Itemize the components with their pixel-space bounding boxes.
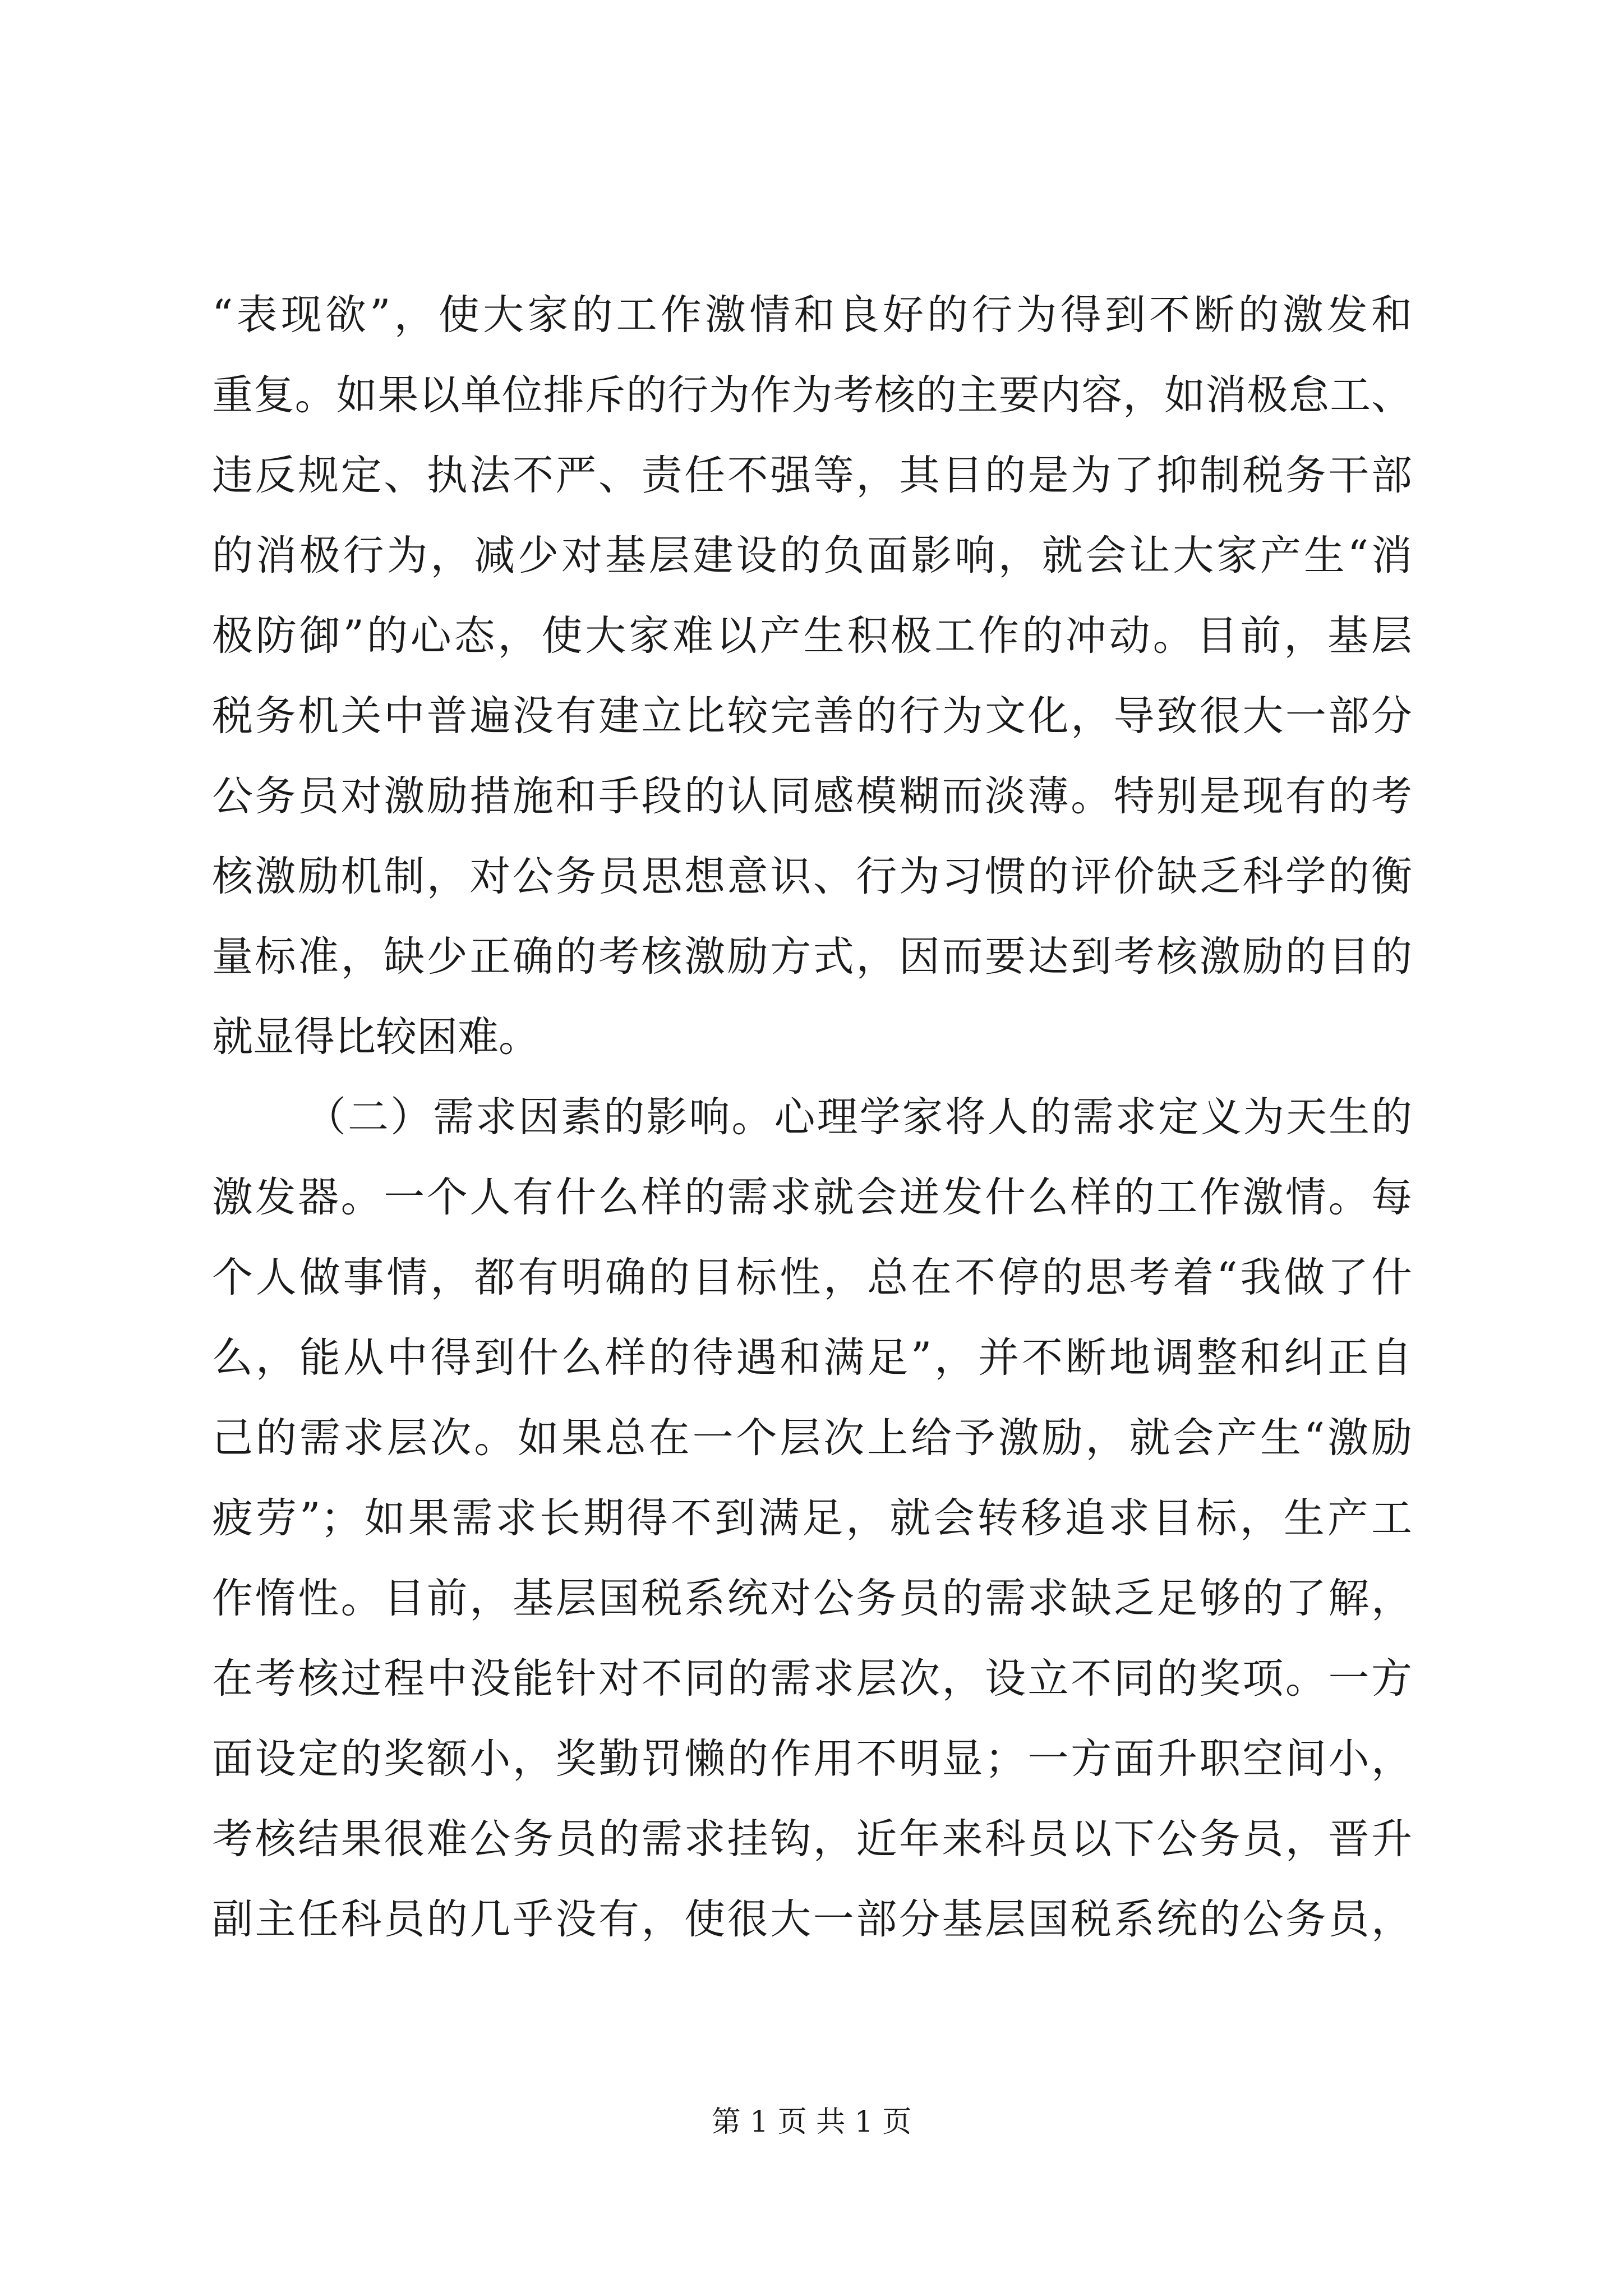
text-line: 激发器。一个人有什么样的需求就会迸发什么样的工作激情。每 [212, 1174, 1412, 1221]
page-number-label: 第 1 页 共 1 页 [711, 2105, 912, 2139]
text-line: 重复。如果以单位排斥的行为作为考核的主要内容，如消极怠工、 [212, 371, 1412, 419]
text-line: 在考核过程中没能针对不同的需求层次，设立不同的奖项。一方 [212, 1655, 1412, 1703]
text-line: 违反规定、执法不严、责任不强等，其目的是为了抑制税务干部 [212, 452, 1412, 499]
text-line: 作惰性。目前，基层国税系统对公务员的需求缺乏足够的了解， [212, 1575, 1412, 1622]
section-heading-line: （二）需求因素的影响。心理学家将人的需求定义为天生的 [305, 1093, 1412, 1141]
text-line: 副主任科员的几乎没有，使很大一部分基层国税系统的公务员， [212, 1895, 1412, 1943]
text-line: 核激励机制，对公务员思想意识、行为习惯的评价缺乏科学的衡 [212, 853, 1412, 900]
text-line: “表现欲”，使大家的工作激情和良好的行为得到不断的激发和 [212, 291, 1412, 339]
text-line: 极防御”的心态，使大家难以产生积极工作的冲动。目前，基层 [212, 612, 1412, 660]
text-line: 就显得比较困难。 [212, 1013, 540, 1061]
page-footer [0, 2102, 1623, 2142]
text-line: 税务机关中普遍没有建立比较完善的行为文化，导致很大一部分 [212, 692, 1412, 740]
text-line: 己的需求层次。如果总在一个层次上给予激励，就会产生“激励 [212, 1414, 1412, 1462]
text-line: 考核结果很难公务员的需求挂钩，近年来科员以下公务员，晋升 [212, 1815, 1412, 1863]
text-line: 的消极行为，减少对基层建设的负面影响，就会让大家产生“消 [212, 532, 1412, 579]
text-line: 疲劳”；如果需求长期得不到满足，就会转移追求目标，生产工 [212, 1494, 1412, 1542]
text-line: 量标准，缺少正确的考核激励方式，因而要达到考核激励的目的 [212, 933, 1412, 981]
body-text [212, 275, 1412, 1959]
text-line: 面设定的奖额小，奖勤罚懒的作用不明显；一方面升职空间小， [212, 1735, 1412, 1783]
text-line: 公务员对激励措施和手段的认同感模糊而淡薄。特别是现有的考 [212, 772, 1412, 820]
text-line: 个人做事情，都有明确的目标性，总在不停的思考着“我做了什 [212, 1254, 1412, 1301]
text-line: 么，能从中得到什么样的待遇和满足”，并不断地调整和纠正自 [212, 1334, 1412, 1382]
